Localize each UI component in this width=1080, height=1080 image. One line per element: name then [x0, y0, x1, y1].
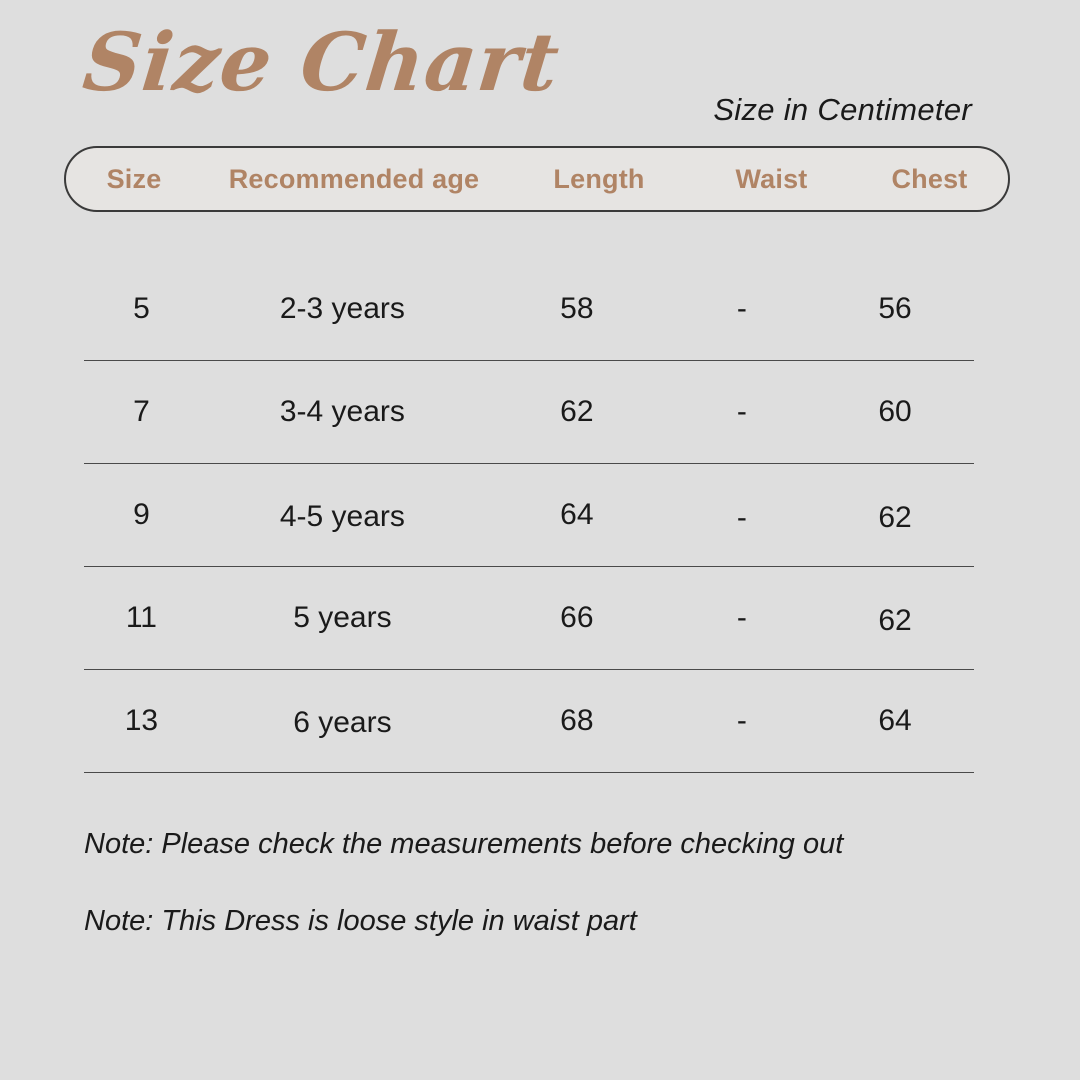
cell-waist: -	[736, 601, 747, 634]
column-header-waist: Waist	[735, 163, 808, 194]
cell-chest: 64	[878, 704, 912, 737]
cell-waist: -	[736, 501, 747, 534]
cell-size: 7	[133, 395, 150, 428]
column-header-chest: Chest	[891, 163, 968, 194]
column-header-recommended-age: Recommended age	[228, 163, 480, 194]
cell-size: 5	[133, 292, 150, 325]
note-loose-waist: Note: This Dress is loose style in waist part	[84, 904, 637, 937]
cell-chest: 56	[878, 292, 912, 325]
note-measurements: Note: Please check the measurements before checking out	[84, 828, 844, 860]
cell-age: 2-3 years	[279, 292, 405, 325]
unit-note: Size in Centimeter	[713, 92, 972, 127]
table-header-row	[64, 146, 1010, 212]
cell-size: 11	[125, 601, 157, 634]
table-body	[84, 258, 974, 773]
cell-length: 68	[560, 704, 594, 737]
cell-waist: -	[736, 395, 747, 428]
cell-chest: 62	[878, 501, 912, 534]
table-row	[84, 567, 974, 670]
cell-age: 5 years	[293, 601, 392, 634]
cell-waist: -	[736, 704, 747, 737]
cell-length: 66	[560, 601, 594, 634]
notes-section	[84, 822, 984, 944]
cell-size: 13	[124, 704, 159, 737]
cell-age: 3-4 years	[279, 395, 405, 428]
column-header-size: Size	[106, 163, 162, 194]
page-title: Size Chart	[79, 15, 565, 109]
cell-waist: -	[736, 292, 747, 325]
cell-length: 64	[560, 498, 594, 531]
table-row	[84, 670, 974, 773]
table-row	[84, 464, 974, 567]
cell-age: 4-5 years	[279, 500, 405, 533]
table-row	[84, 258, 974, 361]
cell-age: 6 years	[293, 706, 392, 739]
cell-chest: 62	[878, 604, 912, 637]
column-header-length: Length	[553, 163, 645, 194]
cell-length: 58	[560, 292, 594, 325]
cell-size: 9	[133, 498, 150, 531]
cell-length: 62	[560, 395, 594, 428]
table-row	[84, 361, 974, 464]
cell-chest: 60	[878, 395, 912, 428]
